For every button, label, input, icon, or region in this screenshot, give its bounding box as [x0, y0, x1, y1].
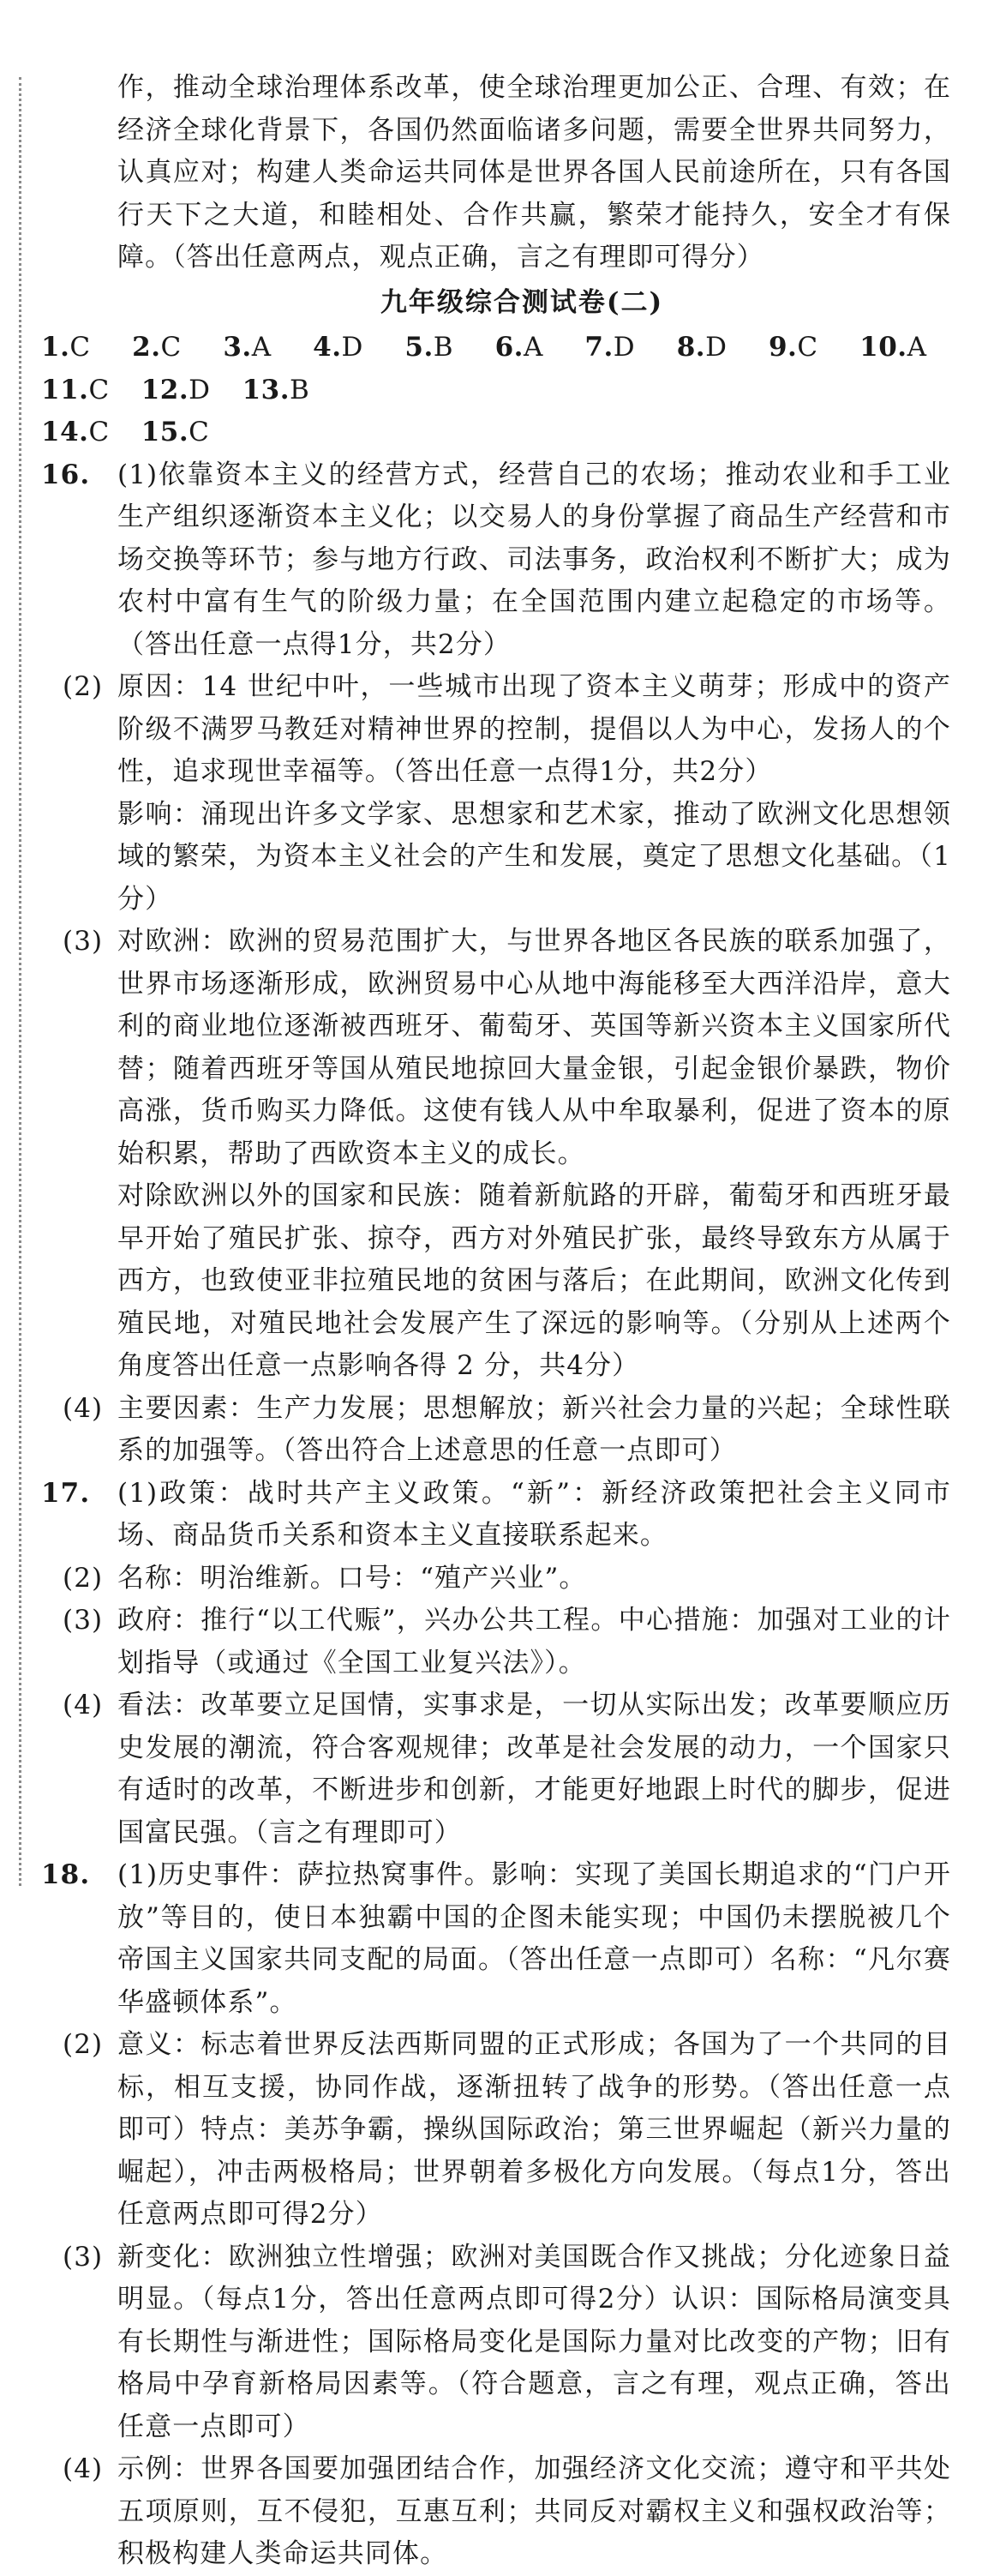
question-number: 18.: [41, 1859, 91, 1890]
mc-num: 11.: [41, 374, 89, 405]
q17-part4: [41, 1684, 951, 1854]
mc-num: 10.: [859, 332, 907, 363]
q16-part4: [41, 1388, 951, 1473]
part-label: (2): [63, 1562, 104, 1594]
mc-ans: D: [341, 332, 363, 363]
mc-ans: C: [88, 374, 110, 405]
q18-part1: [41, 1854, 951, 2024]
mc-ans: A: [251, 332, 272, 363]
mc-num: 5.: [404, 332, 434, 363]
mc-num: 14.: [41, 417, 89, 447]
q16-part2b: 影响：涌现出许多文学家、思想家和艺术家，推动了欧洲文化思想领域的繁荣，为资本主义社会的产生和发展，奠定了思想文化基础。（1分）: [117, 798, 951, 915]
mc-num: 2.: [132, 332, 161, 363]
mc-ans: B: [290, 374, 310, 405]
q17-part3: [41, 1600, 951, 1684]
answer-text: 依靠资本主义的经营方式，经营自己的农场；推动农业和手工业生产组织逐渐资本主义化；以交易人的身份掌握了商品生产经营和市场交换等环节；参与地方行政、司法事务，政治权利不断扩大；成为农村中富有生气的阶级力量；在全国范围内建立起稳定的市场等。（答出任意一点得1分，共2分）: [117, 459, 951, 660]
binding-margin-dotted-line: [19, 77, 21, 1886]
answer-text: 名称：明治维新。口号：“殖产兴业”。: [117, 1562, 587, 1594]
part-label: (2): [63, 2029, 104, 2060]
part-label: (1): [117, 1859, 159, 1890]
mc-num: 8.: [676, 332, 706, 363]
mc-num: 15.: [141, 417, 189, 447]
answer-text: 看法：改革要立足国情，实事求是，一切从实际出发；改革要顺应历史发展的潮流，符合客观规律；改革是社会发展的动力，一个国家只有适时的改革，不断进步和创新，才能更好地跟上时代的脚步，促进国富民强。（言之有理即可）: [117, 1690, 951, 1848]
q16-part1: [41, 454, 951, 667]
q16-part3b: 对除欧洲以外的国家和民族：随着新航路的开辟，葡萄牙和西班牙最早开始了殖民扩张、掠夺，西方对外殖民扩张，最终导致东方从属于西方，也致使亚非拉殖民地的贫困与落后；在此期间，欧洲文化传到殖民地，对殖民地社会发展产生了深远的影响等。（分别从上述两个角度答出任意一点影响各得 2 分，共4分）: [117, 1180, 951, 1381]
answer-text: 政府：推行“以工代赈”，兴办公共工程。中心措施：加强对工业的计划指导（或通过《全国工业复兴法》）。: [117, 1605, 951, 1678]
part-label: (4): [63, 2453, 104, 2484]
part-label: (3): [63, 1605, 104, 1636]
mc-num: 12.: [141, 374, 189, 405]
mc-ans: A: [523, 332, 543, 363]
q18-part2: [41, 2024, 951, 2237]
part-label: (4): [63, 1690, 104, 1720]
answer-text: 政策：战时共产主义政策。“新”：新经济政策把社会主义同市场、商品货币关系和资本主义直接联系起来。: [117, 1477, 951, 1551]
answer-text: 原因：14 世纪中叶，一些城市出现了资本主义萌芽；形成中的资产阶级不满罗马教廷对精神世界的控制，提倡以人为中心，发扬人的个性，追求现世幸福等。（答出任意一点得1分，共2分）: [117, 671, 951, 787]
part-label: (1): [117, 1477, 159, 1509]
q17-part2: [41, 1558, 951, 1600]
mc-ans: C: [160, 332, 182, 363]
mc-num: 4.: [313, 332, 342, 363]
q18-part3: [41, 2237, 951, 2449]
mc-num: 3.: [223, 332, 252, 363]
answer-text: 示例：世界各国要加强团结合作，加强经济文化交流；遵守和平共处五项原则，互不侵犯，互惠互利；共同反对霸权主义和强权政治等；积极构建人类命运共同体。: [117, 2453, 951, 2569]
mc-num: 1.: [41, 332, 70, 363]
q18-part4: [41, 2448, 951, 2576]
question-number: 16.: [41, 459, 91, 490]
part-label: (3): [63, 926, 104, 957]
answer-text: 历史事件：萨拉热窝事件。影响：实现了美国长期追求的“门户开放”等目的，使日本独霸中国的企图未能实现；中国仍未摆脱被几个帝国主义国家共同支配的局面。（答出任意一点即可）名称：“凡尔赛华盛顿体系”。: [117, 1859, 951, 2018]
mc-ans: C: [69, 332, 91, 363]
part-label: (1): [117, 459, 159, 490]
mc-ans: B: [433, 332, 454, 363]
mc-ans: C: [88, 417, 110, 447]
answer-page: [41, 67, 951, 2576]
answer-text: 新变化：欧洲独立性增强；欧洲对美国既合作又挑战；分化迹象日益明显。（每点1分，答出任意两点即可得2分）认识：国际格局演变具有长期性与渐进性；国际格局变化是国际力量对比改变的产物；旧有格局中孕育新格局因素等。（符合题意，言之有理，观点正确，答出任意一点即可）: [117, 2241, 951, 2442]
mc-answers-row-2: [41, 411, 951, 454]
part-label: (4): [63, 1392, 104, 1424]
mc-ans: C: [189, 417, 210, 447]
mc-ans: D: [705, 332, 728, 363]
mc-ans: D: [189, 374, 211, 405]
question-number: 17.: [41, 1477, 91, 1509]
section-title: 九年级综合测试卷(二): [380, 286, 664, 318]
mc-num: 13.: [242, 374, 290, 405]
part-label: (3): [63, 2241, 104, 2273]
q16-part3a: [41, 921, 951, 1175]
answer-text: 意义：标志着世界反法西斯同盟的正式形成；各国为了一个共同的目标，相互支援，协同作战，逐渐扭转了战争的形势。（答出任意一点即可）特点：美苏争霸，操纵国际政治；第三世界崛起（新兴力量的崛起），冲击两极格局；世界朝着多极化方向发展。（每点1分，答出任意两点即可得2分）: [117, 2029, 951, 2230]
mc-ans: D: [613, 332, 636, 363]
answer-text: 主要因素：生产力发展；思想解放；新兴社会力量的兴起；全球性联系的加强等。（答出符合上述意思的任意一点即可）: [117, 1392, 951, 1466]
q16-part2a: [41, 666, 951, 794]
mc-ans: A: [907, 332, 927, 363]
mc-num: 6.: [494, 332, 524, 363]
part-label: (2): [63, 671, 104, 702]
q17-part1: [41, 1473, 951, 1558]
mc-num: 9.: [768, 332, 798, 363]
mc-num: 7.: [584, 332, 614, 363]
answer-text: 对欧洲：欧洲的贸易范围扩大，与世界各地区各民族的联系加强了，世界市场逐渐形成，欧洲贸易中心从地中海能移至大西洋沿岸，意大利的商业地位逐渐被西班牙、葡萄牙、英国等新兴资本主义国家所代替；随着西班牙等国从殖民地掠回大量金银，引起金银价暴跌，物价高涨，货币购买力降低。这使有钱人从中牟取暴利，促进了资本的原始积累，帮助了西欧资本主义的成长。: [117, 926, 951, 1169]
mc-answers-row-1: [41, 327, 951, 411]
mc-ans: C: [797, 332, 818, 363]
intro-paragraph: 作，推动全球治理体系改革，使全球治理更加公正、合理、有效；在经济全球化背景下，各国仍然面临诸多问题，需要全世界共同努力，认真应对；构建人类命运共同体是世界各国人民前途所在，只有各国行天下之大道，和睦相处、合作共赢，繁荣才能持久，安全才有保障。（答出任意两点，观点正确，言之有理即可得分）: [117, 72, 951, 273]
